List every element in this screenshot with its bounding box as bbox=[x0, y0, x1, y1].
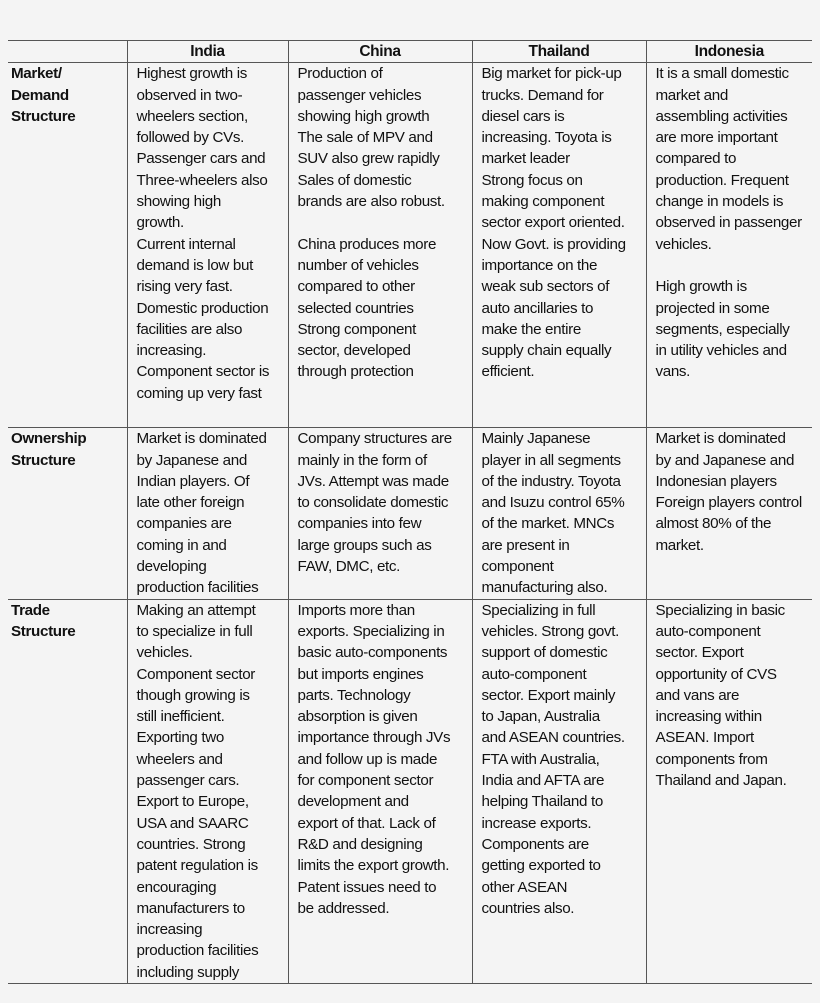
cell-ownership-china: Company structures are mainly in the form of JVs. Attempt was made to consolidate domestic companies into few large groups such as FAW, DMC, etc. bbox=[288, 428, 472, 599]
cell-trade-china: Imports more than exports. Specializing in basic auto-components but imports engines parts. Technology absorption is given importance through JVs and follow up is made for component sector development and export of that. Lack of R&D and designing limits the export growth. Patent issues need to be addressed. bbox=[288, 599, 472, 983]
table-row-ownership bbox=[8, 428, 812, 599]
cell-market-china: Production of passenger vehicles showing high growth The sale of MPV and SUV also grew rapidly Sales of domestic brands are also robust. China produces more number of vehicles compared to other selected countries Strong component sector, developed through protection bbox=[288, 63, 472, 428]
row-label-market-demand: Market/ Demand Structure bbox=[11, 65, 76, 125]
cell-ownership-india: Market is dominated by Japanese and Indian players. Of late other foreign companies are coming in and developing production facilities bbox=[127, 428, 288, 599]
header-india: India bbox=[127, 41, 288, 63]
header-indonesia: Indonesia bbox=[646, 41, 812, 63]
cell-ownership-thailand: Mainly Japanese player in all segments of the industry. Toyota and Isuzu control 65% of the market. MNCs are present in component manufacturing also. bbox=[472, 428, 646, 599]
row-label-ownership: Ownership Structure bbox=[11, 430, 87, 469]
header-row bbox=[8, 41, 812, 63]
header-china: China bbox=[288, 41, 472, 63]
table-row-market-demand bbox=[8, 63, 812, 428]
cell-trade-india: Making an attempt to specialize in full vehicles. Component sector though growing is still inefficient. Exporting two wheelers and passenger cars. Export to Europe, USA and SAARC countries. Strong patent regulation is encouraging manufacturers to increasing production facilities including supply bbox=[127, 599, 288, 983]
header-thailand: Thailand bbox=[472, 41, 646, 63]
cell-trade-indonesia: Specializing in basic auto-component sector. Export opportunity of CVS and vans are increasing within ASEAN. Import components from Thailand and Japan. bbox=[646, 599, 812, 983]
cell-ownership-indonesia: Market is dominated by and Japanese and Indonesian players Foreign players control almost 80% of the market. bbox=[646, 428, 812, 599]
cell-market-india: Highest growth is observed in two- wheelers section, followed by CVs. Passenger cars and Three-wheelers also showing high growth. Current internal demand is low but rising very fast. Domestic production facilities are also increasing. Component sector is coming up very fast bbox=[127, 63, 288, 428]
cell-trade-thailand: Specializing in full vehicles. Strong govt. support of domestic auto-component sector. Export mainly to Japan, Australia and ASEAN countries. FTA with Australia, India and AFTA are helping Thailand to increase exports. Components are getting exported to other ASEAN countries also. bbox=[472, 599, 646, 983]
country-comparison-table bbox=[8, 40, 812, 984]
cell-market-indonesia: It is a small domestic market and assembling activities are more important compared to production. Frequent change in models is observed in passenger vehicles. High growth is projected in some segments, especially in utility vehicles and vans. bbox=[646, 63, 812, 428]
row-label-trade: Trade Structure bbox=[11, 601, 76, 640]
cell-market-thailand: Big market for pick-up trucks. Demand for diesel cars is increasing. Toyota is market leader Strong focus on making component sector export oriented. Now Govt. is providing importance on the weak sub sectors of auto ancillaries to make the entire supply chain equally efficient. bbox=[472, 63, 646, 428]
table-row-trade bbox=[8, 599, 812, 983]
header-corner bbox=[8, 41, 127, 63]
